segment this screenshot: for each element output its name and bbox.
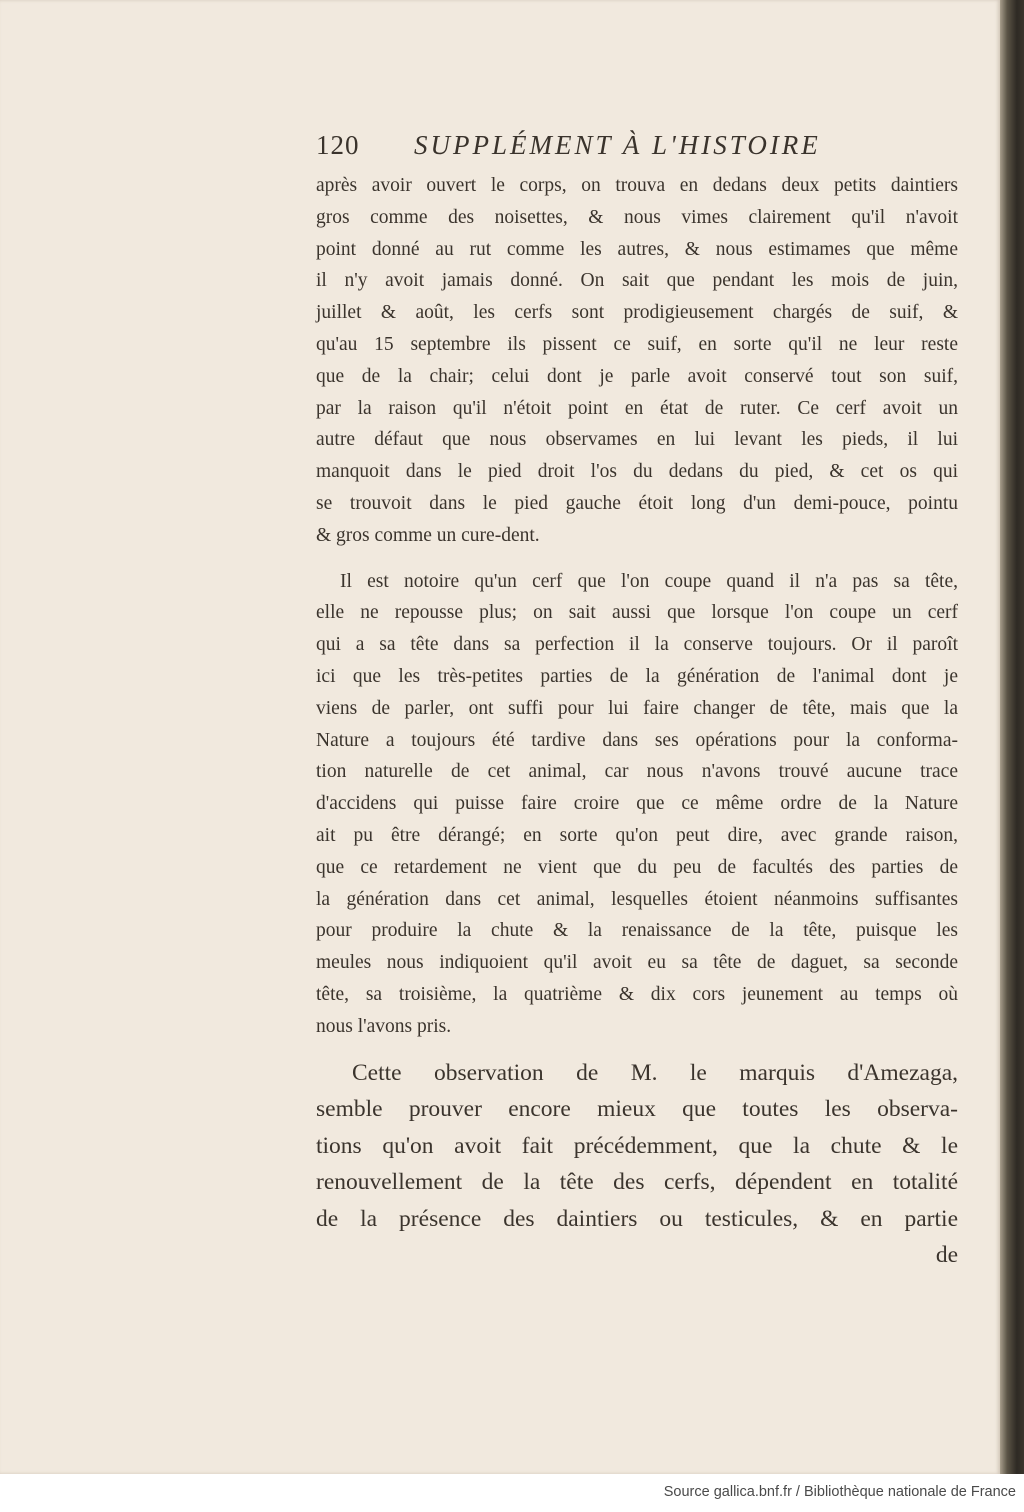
running-head-title: SUPPLÉMENT À L'HISTOIRE bbox=[414, 130, 821, 160]
text-line: se trouvoit dans le pied gauche étoit long d'un demi-pouce, pointu bbox=[316, 492, 958, 514]
catchword: de bbox=[935, 1242, 958, 1269]
paragraph-2 bbox=[316, 566, 958, 1043]
text-line: viens de parler, ont suffi pour lui faire changer de tête, mais que la bbox=[316, 697, 958, 719]
body-text bbox=[316, 170, 958, 1274]
text-line: meules nous indiquoient qu'il avoit eu sa tête de daguet, sa seconde bbox=[316, 952, 958, 974]
text-line: elle ne repousse plus; on sait aussi que lorsque l'on coupe un cerf bbox=[316, 602, 958, 624]
text-line: tions qu'on avoit fait précédemment, que la chute & le bbox=[316, 1132, 958, 1159]
text-line: pour produire la chute & la renaissance de la tête, puisque les bbox=[316, 920, 958, 942]
running-head bbox=[316, 130, 876, 170]
text-line: tête, sa troisième, la quatrième & dix cors jeunement au temps où bbox=[316, 983, 958, 1005]
text-line: gros comme des noisettes, & nous vimes clairement qu'il n'avoit bbox=[316, 206, 958, 228]
paragraph-1 bbox=[316, 170, 958, 552]
text-line: ait pu être dérangé; en sorte qu'on peut dire, avec grande raison, bbox=[316, 824, 958, 846]
text-line: que ce retardement ne vient que du peu de facultés des parties de bbox=[316, 856, 958, 878]
text-line: manquoit dans le pied droit l'os du dedans du pied, & cet os qui bbox=[316, 461, 958, 483]
paragraph-gap bbox=[316, 1043, 958, 1055]
text-line: que de la chair; celui dont je parle avoit conservé tout son suif, bbox=[316, 365, 958, 387]
text-line: tion naturelle de cet animal, car nous n'avons trouvé aucune trace bbox=[316, 761, 958, 783]
paragraph-gap bbox=[316, 552, 958, 566]
text-line: la génération dans cet animal, lesquelles étoient néanmoins suffisantes bbox=[316, 888, 958, 910]
text-line: qui a sa tête dans sa perfection il la conserve toujours. Or il paroît bbox=[316, 634, 958, 656]
text-line: après avoir ouvert le corps, on trouva en dedans deux petits daintiers bbox=[316, 175, 958, 196]
text-line: nous l'avons pris. bbox=[316, 1015, 452, 1037]
text-line: il n'y avoit jamais donné. On sait que pendant les mois de juin, bbox=[316, 270, 958, 292]
text-line: d'accidens qui puisse faire croire que ce même ordre de la Nature bbox=[316, 793, 958, 815]
text-line: & gros comme un cure-dent. bbox=[316, 524, 540, 546]
text-line: Nature a toujours été tardive dans ses opérations pour la conforma- bbox=[316, 729, 958, 751]
text-line: point donné au rut comme les autres, & nous estimames que même bbox=[316, 238, 958, 260]
paragraph-3 bbox=[316, 1055, 958, 1274]
text-line: juillet & août, les cerfs sont prodigieusement chargés de suif, & bbox=[316, 302, 958, 324]
text-line: qu'au 15 septembre ils pissent ce suif, en sorte qu'il ne leur reste bbox=[316, 333, 958, 355]
page-number: 120 bbox=[316, 130, 360, 160]
text-line: autre défaut que nous observames en lui levant les pieds, il lui bbox=[316, 429, 958, 451]
text-line: Cette observation de M. le marquis d'Amezaga, bbox=[352, 1059, 958, 1086]
page-edge-shadow bbox=[1000, 0, 1024, 1474]
text-line: semble prouver encore mieux que toutes les observa- bbox=[316, 1096, 958, 1123]
text-line: par la raison qu'il n'étoit point en état de ruter. Ce cerf avoit un bbox=[316, 397, 958, 419]
source-credit: Source gallica.bnf.fr / Bibliothèque nationale de France bbox=[663, 1484, 1016, 1500]
text-line: de la présence des daintiers ou testicules, & en partie bbox=[316, 1205, 958, 1232]
text-line: renouvellement de la tête des cerfs, dépendent en totalité bbox=[316, 1169, 958, 1196]
text-line: Il est notoire qu'un cerf que l'on coupe quand il n'a pas sa tête, bbox=[340, 570, 958, 592]
text-line: ici que les très-petites parties de la génération de l'animal dont je bbox=[316, 665, 958, 687]
